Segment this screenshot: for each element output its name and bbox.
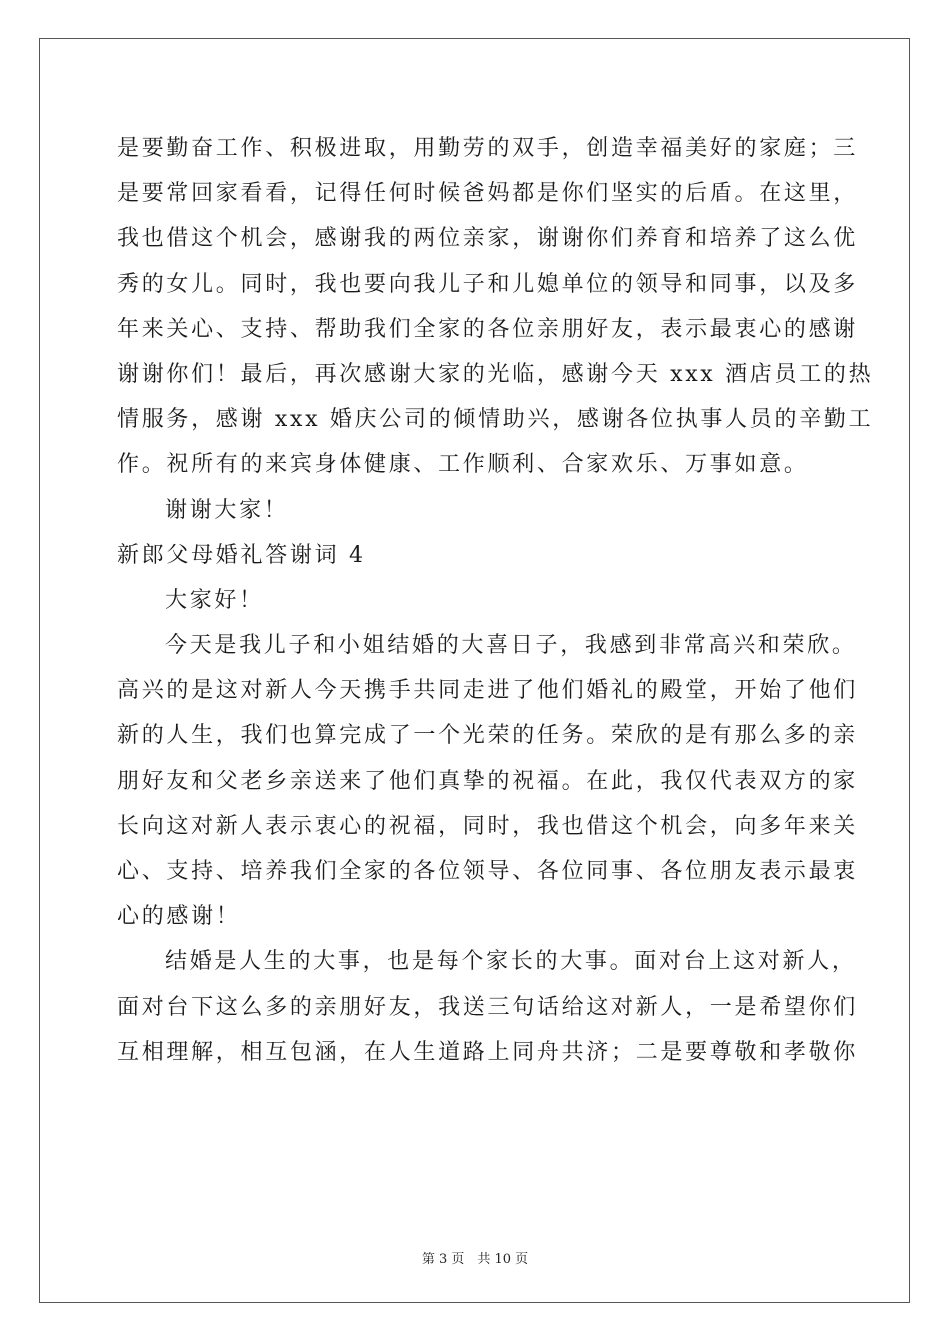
- text-line: 心的感谢！: [117, 904, 241, 930]
- text-line: 大家好！: [165, 587, 264, 613]
- text-line: 新的人生，我们也算完成了一个光荣的任务。荣欣的是有那么多的亲: [117, 723, 859, 749]
- text-line: 朋好友和父老乡亲送来了他们真挚的祝福。在此，我仅代表双方的家: [117, 768, 859, 794]
- text-line: 高兴的是这对新人今天携手共同走进了他们婚礼的殿堂，开始了他们: [117, 678, 859, 704]
- document-body: [117, 126, 874, 1075]
- text-line: 情服务，感谢 xxx 婚庆公司的倾情助兴，感谢各位执事人员的辛勤工: [117, 407, 874, 433]
- text-line: 年来关心、支持、帮助我们全家的各位亲朋好友，表示最衷心的感谢: [117, 316, 859, 342]
- page-footer: 第 3 页 共 10 页: [421, 1252, 529, 1267]
- text-line: 秀的女儿。同时，我也要向我儿子和儿媳单位的领导和同事，以及多: [117, 271, 859, 297]
- text-line: 长向这对新人表示衷心的祝福，同时，我也借这个机会，向多年来关: [117, 813, 859, 839]
- text-line: 作。祝所有的来宾身体健康、工作顺利、合家欢乐、万事如意。: [117, 452, 809, 478]
- text-line: 心、支持、培养我们全家的各位领导、各位同事、各位朋友表示最衷: [117, 859, 859, 884]
- text-line: 今天是我儿子和小姐结婚的大喜日子，我感到非常高兴和荣欣。: [165, 633, 857, 659]
- text-line: 我也借这个机会，感谢我的两位亲家，谢谢你们养育和培养了这么优: [117, 226, 859, 252]
- text-line: 结婚是人生的大事，也是每个家长的大事。面对台上这对新人，: [165, 949, 857, 975]
- text-line: 面对台下这么多的亲朋好友，我送三句话给这对新人，一是希望你们: [117, 994, 859, 1020]
- text-line: 是要勤奋工作、积极进取，用勤劳的双手，创造幸福美好的家庭；三: [117, 136, 859, 161]
- text-line: 新郎父母婚礼答谢词 4: [117, 542, 366, 568]
- text-line: 谢谢大家！: [165, 497, 289, 523]
- text-line: 谢谢你们！最后，再次感谢大家的光临，感谢今天 xxx 酒店员工的热: [117, 361, 874, 387]
- text-line: 互相理解，相互包涵，在人生道路上同舟共济；二是要尊敬和孝敬你: [117, 1039, 859, 1065]
- text-line: 是要常回家看看，记得任何时候爸妈都是你们坚实的后盾。在这里，: [117, 181, 859, 207]
